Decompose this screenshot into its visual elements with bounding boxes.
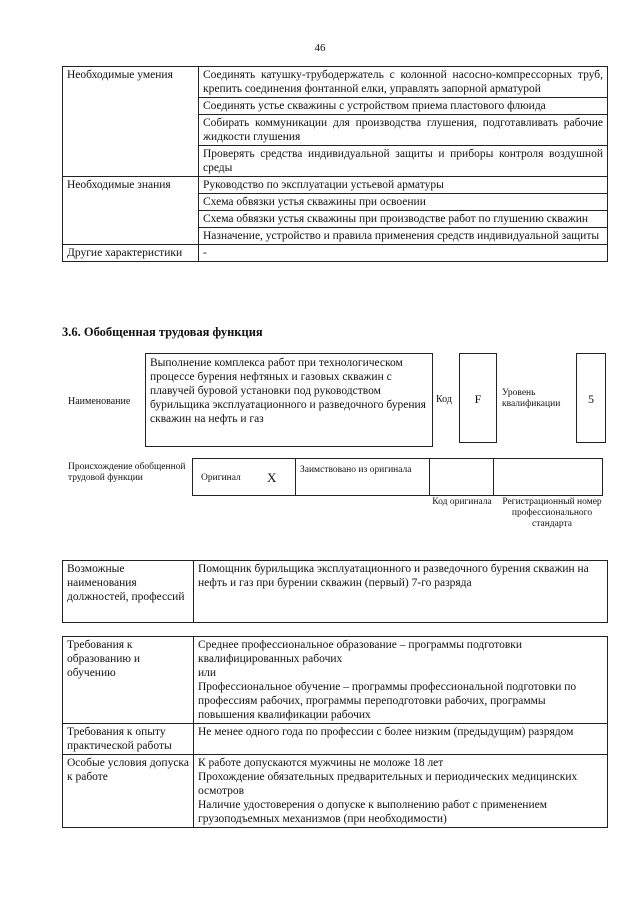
page-number: 46 — [314, 42, 326, 54]
code-label: Код — [436, 394, 452, 405]
requirement-line: Прохождение обязательных предварительных и периодических медицинских осмотров — [198, 771, 578, 797]
requirement-line: К работе допускаются мужчины не моложе 18 лет — [198, 757, 444, 769]
function-name-box: Выполнение комплекса работ при технологическом процессе бурения нефтяных и газовых скважин с плавучей буровой установки под руководством бурильщика эксплуатационного и разведочного бурения скважин на нефть и газ — [145, 353, 433, 447]
level-label: Уровень квалификации — [502, 388, 561, 409]
skills-table — [62, 66, 608, 262]
original-mark: X — [267, 470, 277, 485]
origin-label: Происхождение обобщенной трудовой функции — [68, 462, 186, 483]
level-value: 5 — [588, 392, 594, 406]
skills-label: Необходимые умения — [63, 67, 199, 177]
positions-label: Возможные наименования должностей, профессий — [63, 561, 194, 623]
requirement-line: или — [198, 667, 217, 679]
registration-label: Регистрационный номер профессионального стандарта — [502, 497, 602, 529]
knowledge-item: Схема обвязки устья скважины при производстве работ по глушению скважин — [199, 211, 608, 228]
divider — [295, 459, 296, 495]
code-original-label: Код оригинала — [432, 497, 492, 507]
requirement-line: Среднее профессиональное образование – программы подготовки квалифицированных рабочих — [198, 639, 523, 665]
experience-value — [194, 724, 608, 755]
requirement-line: Не менее одного года по профессии с более низким (предыдущим) разрядом — [198, 726, 574, 738]
level-box — [576, 353, 606, 443]
name-label: Наименование — [68, 396, 131, 407]
education-label: Требования к образованию и обучению — [63, 637, 194, 724]
requirement-line: Наличие удостоверения о допуске к выполнению работ с применением грузоподъемных механизмов (при необходимости) — [198, 799, 547, 825]
knowledge-item: Назначение, устройство и правила применения средств индивидуальной защиты — [199, 228, 608, 245]
other-value: - — [199, 245, 608, 262]
education-value — [194, 637, 608, 724]
requirement-line: Профессиональное обучение – программы профессиональной подготовки по профессиям рабочих, программы переподготовки рабочих, программы повышения квалификации рабочих — [198, 681, 577, 721]
knowledge-item: Руководство по эксплуатации устьевой арматуры — [199, 177, 608, 194]
original-label: Оригинал — [201, 473, 241, 483]
experience-label: Требования к опыту практической работы — [63, 724, 194, 755]
conditions-label: Особые условия допуска к работе — [63, 755, 194, 828]
borrowed-label: Заимствовано из оригинала — [300, 465, 412, 475]
requirements-table — [62, 636, 608, 828]
other-label: Другие характеристики — [63, 245, 199, 262]
skill-item: Собирать коммуникации для производства глушения, подготавливать рабочие жидкости глушения — [199, 115, 608, 146]
section-title: 3.6. Обобщенная трудовая функция — [62, 325, 263, 339]
origin-row — [192, 458, 603, 496]
divider — [493, 459, 494, 495]
positions-table — [62, 560, 608, 623]
skill-item: Соединять катушку-трубодержатель с колонной насосно-компрессорных труб, крепить соединения фонтанной елки, управлять запорной арматурой — [199, 67, 608, 98]
positions-value: Помощник бурильщика эксплуатационного и разведочного бурения скважин на нефть и газ при бурении скважин (первый) 7-го разряда — [194, 561, 608, 623]
skill-item: Проверять средства индивидуальной защиты и приборы контроля воздушной среды — [199, 146, 608, 177]
knowledge-item: Схема обвязки устья скважины при освоении — [199, 194, 608, 211]
conditions-value — [194, 755, 608, 828]
code-value: F — [474, 392, 482, 406]
divider — [429, 459, 430, 495]
skill-item: Соединять устье скважины с устройством приема пластового флюида — [199, 98, 608, 115]
code-box — [459, 353, 497, 443]
knowledge-label: Необходимые знания — [63, 177, 199, 245]
